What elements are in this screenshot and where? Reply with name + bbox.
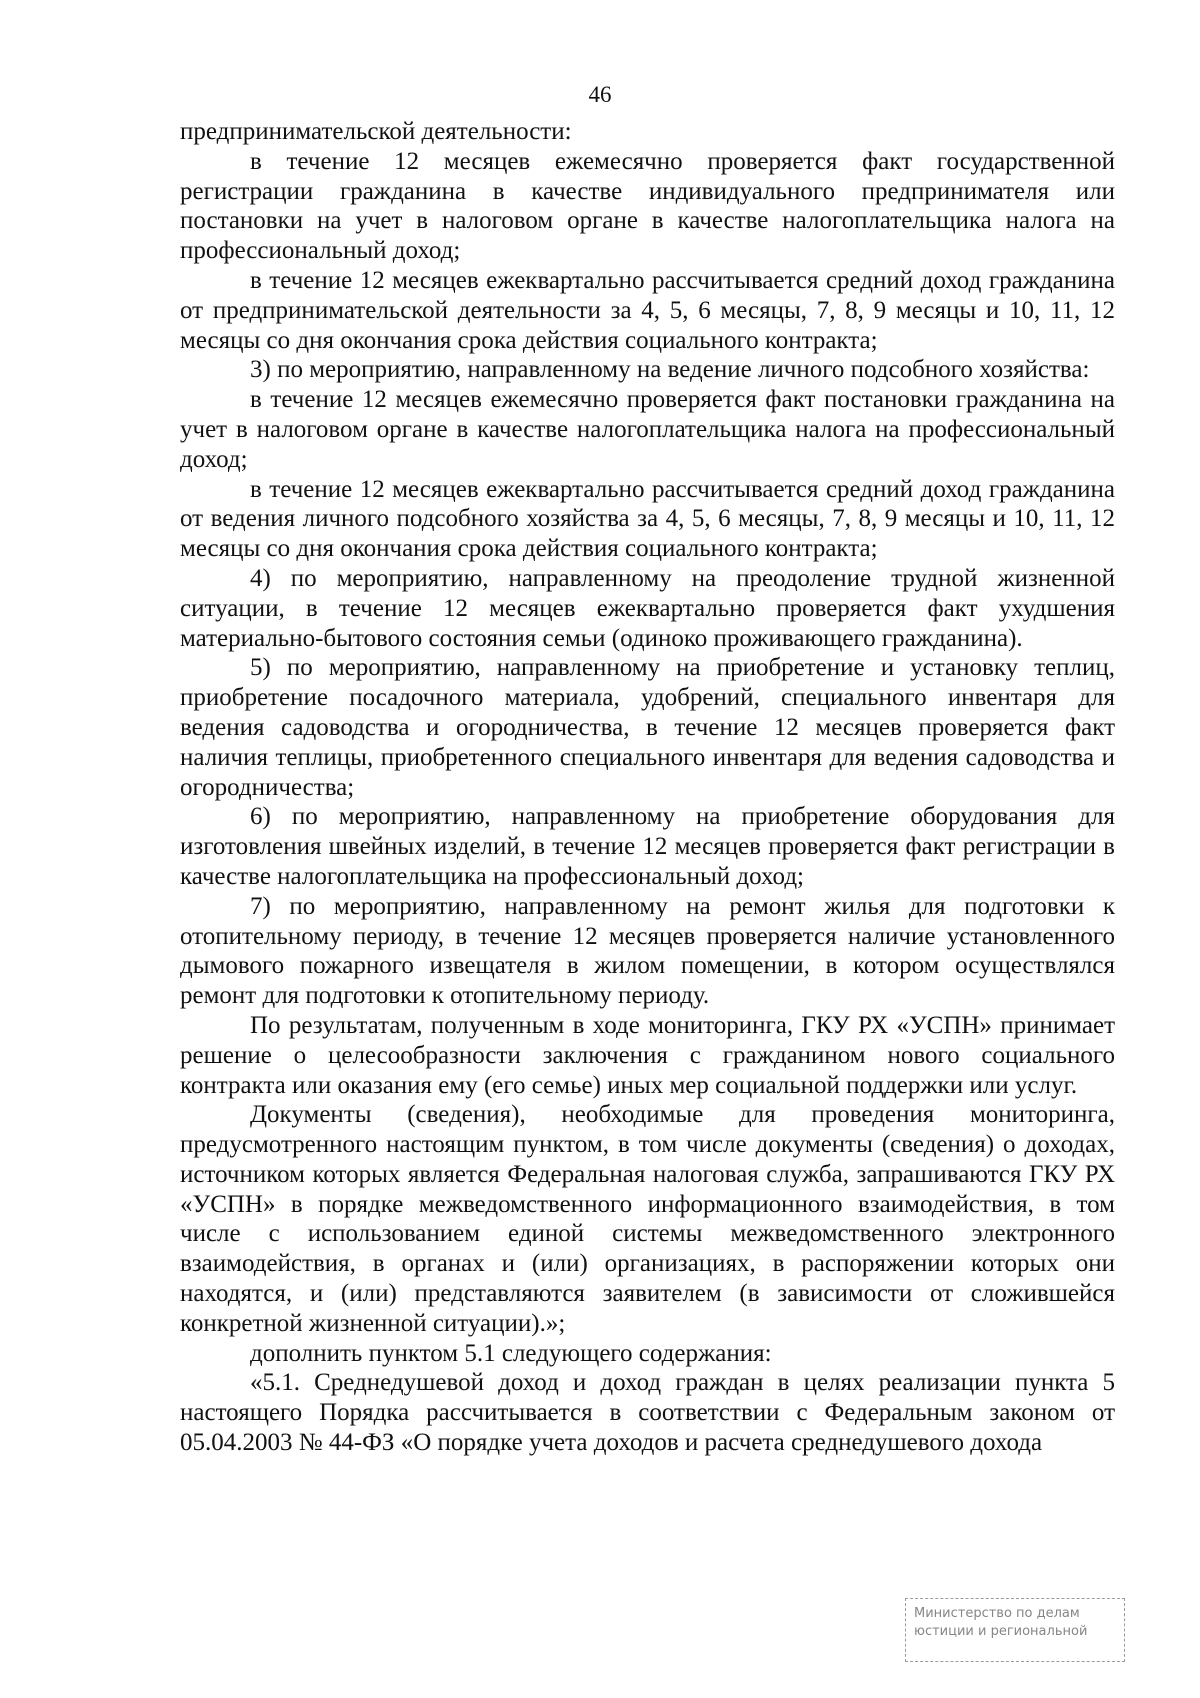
paragraph: «5.1. Среднедушевой доход и доход граждан в целях реализации пункта 5 настоящего Порядка рассчитывается в соответствии с Федеральным законом от 05.04.2003 № 44-ФЗ «О порядке учета доходов и расчета среднедушевого дохода (180, 1369, 1115, 1457)
paragraph: 6) по мероприятию, направленному на приобретение оборудования для изготовления швейных изделий, в течение 12 месяцев проверяется факт регистрации в качестве налогоплательщика на профессиональный доход; (180, 803, 1115, 890)
paragraph: Документы (сведения), необходимые для проведения мониторинга, предусмотренного настоящим пунктом, в том числе документы (сведения) о доходах, источником которых является Федеральная налоговая служба, запрашиваются ГКУ РХ «УСПН» в порядке межведомственного информационного взаимодействия, в том числе с использованием единой системы межведомственного электронного взаимодействия, в органах и (или) организациях, в распоряжении которых они находятся, и (или) представляются заявителем (в зависимости от сложившейся конкретной жизненной ситуации).»; (180, 1101, 1115, 1337)
paragraph: По результатам, полученным в ходе мониторинга, ГКУ РХ «УСПН» принимает решение о целесообразности заключения с гражданином нового социального контракта или оказания ему (его семье) иных мер социальной поддержки или услуг. (180, 1011, 1115, 1099)
paragraph: в течение 12 месяцев ежемесячно проверяется факт государственной регистрации гражданина в качестве индивидуального предпринимателя или постановки на учет в налоговом органе в качестве налогоплательщика налога на профессиональный доход; (180, 147, 1115, 265)
paragraph: в течение 12 месяцев ежеквартально рассчитывается средний доход гражданина от предпринимательской деятельности за 4, 5, 6 месяцы, 7, 8, 9 месяцы и 10, 11, 12 месяцы со дня окончания срока действия социального контракта; (180, 266, 1115, 354)
paragraph: 7) по мероприятию, направленному на ремонт жилья для подготовки к отопительному периоду, в течение 12 месяцев проверяется наличие установленного дымового пожарного извещателя в жилом помещении, в котором осуществлялся ремонт для подготовки к отопительному периоду. (180, 892, 1115, 1010)
page-number: 46 (588, 82, 612, 107)
paragraph: 5) по мероприятию, направленному на приобретение и установку теплиц, приобретение посадочного материала, удобрений, специального инвентаря для ведения садоводства и огородничества, в течение 12 месяцев проверяется факт наличия теплицы, приобретенного специального инвентаря для ведения садоводства и огородничества; (180, 654, 1115, 801)
stamp-line: юстиции и региональной (914, 1624, 1088, 1639)
document-body (180, 117, 1115, 1458)
paragraph: дополнить пунктом 5.1 следующего содержания: (250, 1339, 772, 1367)
paragraph: в течение 12 месяцев ежеквартально рассчитывается средний доход гражданина от ведения личного подсобного хозяйства за 4, 5, 6 месяцы, 7, 8, 9 месяцы и 10, 11, 12 месяцы со дня окончания срока действия социального контракта; (180, 475, 1115, 563)
registration-stamp (905, 1598, 1125, 1662)
paragraph: 4) по мероприятию, направленному на преодоление трудной жизненной ситуации, в течение 12 месяцев ежеквартально проверяется факт ухудшения материально-бытового состояния семьи (одиноко проживающего гражданина). (180, 564, 1115, 652)
paragraph: предпринимательской деятельности: (180, 118, 572, 145)
paragraph: 3) по мероприятию, направленному на ведение личного подсобного хозяйства: (250, 356, 1090, 384)
stamp-line: Министерство по делам (914, 1606, 1080, 1621)
paragraph: в течение 12 месяцев ежемесячно проверяется факт постановки гражданина на учет в налоговом органе в качестве налогоплательщика налога на профессиональный доход; (180, 386, 1115, 473)
